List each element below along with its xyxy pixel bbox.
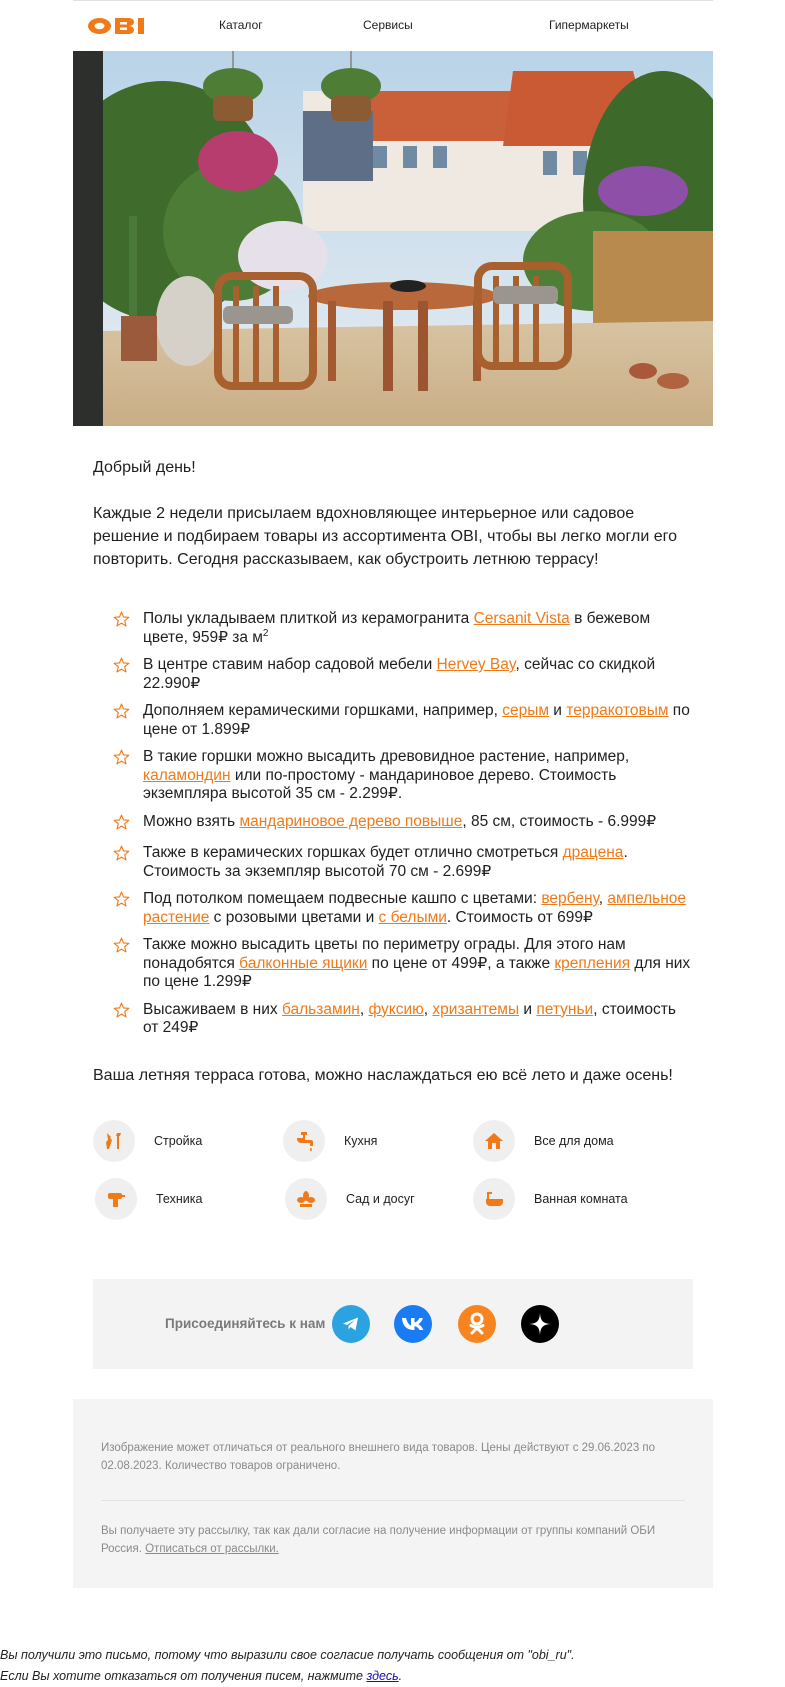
tip-segment: по цене от 1.899₽ [143, 702, 690, 738]
chrysanthemum-link[interactable]: хризантемы [432, 1000, 520, 1018]
tips-list [93, 610, 693, 1038]
tip-segment: , сейчас со скидкой 22.990₽ [143, 656, 656, 692]
tip-text [143, 610, 693, 647]
list-item [93, 748, 693, 804]
email-footer [73, 1399, 713, 1588]
obi-logo[interactable] [87, 17, 159, 40]
balcony-boxes-link[interactable]: балконные ящики [239, 954, 368, 972]
category-label: Техника [156, 1191, 203, 1206]
tip-text [143, 748, 693, 804]
list-item [93, 702, 693, 739]
vk-button[interactable] [394, 1305, 432, 1343]
category-construction[interactable] [93, 1120, 202, 1162]
category-appliances[interactable] [95, 1178, 202, 1220]
terracotta-pot-link[interactable]: терракотовым [566, 702, 669, 719]
tip-segment: . Стоимость за экземпляр высотой 70 см - 2.699₽ [143, 844, 628, 880]
intro-text: Каждые 2 недели присылаем вдохновляющее интерьерное или садовое решение и подбираем товары из ассортимента OBI, чтобы вы легко могли его повторить. Сегодня рассказываем, как обустроить летнюю террасу! [93, 505, 678, 568]
tip-text [143, 1001, 693, 1038]
email-container [73, 0, 713, 1588]
plant-icon [285, 1178, 327, 1220]
footer-divider [101, 1500, 685, 1501]
list-item [93, 610, 693, 647]
hero-terrace-image[interactable] [73, 51, 713, 426]
category-label: Ванная комната [534, 1191, 628, 1206]
tip-segment: Также в керамических горшках будет отлично смотреться [143, 844, 563, 861]
faucet-icon [283, 1120, 325, 1162]
verbena-link[interactable]: вербену [541, 890, 599, 907]
service-notice-line1: Вы получили это письмо, потому что выразили свое согласие получать сообщения от "obi_ru". [0, 1648, 575, 1662]
tip-segment: Дополняем керамическими горшками, например, [143, 702, 503, 719]
tools-icon [93, 1120, 135, 1162]
consent-segment: Вы получаете эту рассылку, так как дали согласие на получение информации от группы компаний ОБИ Россия. [101, 1524, 656, 1555]
star-icon [93, 890, 143, 913]
star-icon [93, 610, 143, 633]
star-icon [93, 844, 143, 867]
tall-mandarin-link[interactable]: мандариновое дерево повыше [239, 812, 463, 830]
odnoklassniki-button[interactable] [458, 1305, 496, 1343]
tip-text [143, 702, 693, 739]
tip-segment: . Стоимость от 699₽ [446, 908, 593, 926]
telegram-button[interactable] [332, 1305, 370, 1343]
star-icon [93, 936, 143, 959]
notice-segment: Если Вы хотите отказаться от получения писем, нажмите [0, 1669, 367, 1683]
social-section [93, 1279, 693, 1369]
category-grid [93, 1120, 693, 1255]
square-superscript: 2 [262, 627, 269, 639]
star-icon [93, 656, 143, 679]
white-flowers-link[interactable]: с белыми [378, 908, 447, 926]
tip-text [143, 936, 693, 992]
tip-segment: Полы укладываем плиткой из керамогранита [143, 610, 474, 627]
drill-icon [95, 1178, 137, 1220]
greeting-text: Добрый день! [93, 459, 196, 476]
tip-segment: В такие горшки можно высадить древовидное растение, например, [143, 748, 630, 765]
consent-text [101, 1522, 685, 1558]
dzen-button[interactable] [521, 1305, 559, 1343]
outro-text: Ваша летняя терраса готова, можно наслаждаться ею всё лето и даже осень! [93, 1066, 673, 1084]
hervey-bay-link[interactable]: Hervey Bay [436, 656, 516, 673]
obi-logo-icon [87, 17, 159, 35]
house-icon [473, 1120, 515, 1162]
tip-text [143, 813, 693, 832]
tip-segment: Также можно высадить цветы по периметру ограды. Для этого нам понадобятся [143, 936, 626, 972]
tip-segment: , 85 см, стоимость - 6.999₽ [462, 812, 657, 830]
category-label: Сад и досуг [346, 1191, 415, 1206]
vk-icon [401, 1316, 425, 1332]
notice-segment: . [398, 1669, 403, 1683]
mounts-link[interactable]: крепления [554, 954, 631, 972]
telegram-icon [340, 1313, 362, 1335]
tip-segment: или по-простому - мандариновое дерево. Стоимость экземпляра высотой 35 см - 2.299₽. [143, 766, 617, 802]
dzen-icon [528, 1312, 552, 1336]
list-item [93, 1001, 693, 1038]
nav-hypermarkets-link[interactable]: Гипермаркеты [549, 18, 629, 32]
list-item [93, 813, 693, 836]
tip-segment: для них по цене 1.299₽ [143, 954, 691, 990]
tip-segment: по цене от 499₽, а также [367, 954, 555, 972]
tip-segment: Можно взять [143, 812, 240, 830]
tip-text [143, 844, 693, 881]
tip-text [143, 656, 693, 693]
nav-catalog-link[interactable]: Каталог [219, 18, 263, 32]
star-icon [93, 748, 143, 771]
disclaimer-text: Изображение может отличаться от реального внешнего вида товаров. Цены действуют с 29.06.2023 по 02.08.2023. Количество товаров ограничено. [101, 1441, 656, 1472]
here-link[interactable]: здесь [366, 1669, 399, 1683]
category-home[interactable] [473, 1120, 614, 1162]
ampel-plant-link[interactable]: ампельное растение [143, 890, 687, 926]
category-garden[interactable] [285, 1178, 415, 1220]
tip-segment: , [598, 890, 608, 907]
category-kitchen[interactable] [283, 1120, 377, 1162]
list-item [93, 936, 693, 992]
email-header [73, 1, 713, 51]
unsubscribe-link[interactable]: Отписаться от рассылки. [145, 1542, 279, 1555]
petunia-link[interactable]: петуньи [536, 1000, 594, 1018]
tip-segment: Под потолком помещаем подвесные кашпо с цветами: [143, 890, 542, 907]
social-title: Присоединяйтесь к нам [165, 1315, 326, 1331]
email-content [73, 457, 713, 1369]
dracaena-link[interactable]: драцена [562, 844, 624, 861]
balsam-link[interactable]: бальзамин [281, 1000, 360, 1018]
star-icon [93, 813, 143, 836]
tip-segment: , [359, 1000, 369, 1018]
list-item [93, 844, 693, 881]
bathtub-icon [473, 1178, 515, 1220]
grey-pot-link[interactable]: серым [502, 702, 549, 719]
list-item [93, 656, 693, 693]
fuchsia-link[interactable]: фуксию [368, 1000, 424, 1018]
tip-segment: Высаживаем в них [143, 1000, 282, 1018]
category-bathroom[interactable] [473, 1178, 628, 1220]
category-label: Все для дома [534, 1133, 614, 1148]
category-label: Стройка [154, 1133, 203, 1148]
tip-text [143, 890, 693, 927]
tip-segment: В центре ставим набор садовой мебели [143, 656, 437, 673]
calamondin-link[interactable]: каламондин [143, 766, 231, 784]
nav-services-link[interactable]: Сервисы [363, 18, 413, 32]
tip-segment: и [519, 1000, 537, 1018]
star-icon [93, 1001, 143, 1024]
list-item [93, 890, 693, 927]
tip-segment: , стоимость от 249₽ [143, 1000, 676, 1036]
star-icon [93, 702, 143, 725]
service-notice [0, 1645, 575, 1687]
cersanit-vista-link[interactable]: Cersanit Vista [473, 610, 570, 627]
odnoklassniki-icon [468, 1312, 486, 1336]
service-notice-line2 [0, 1666, 575, 1687]
tip-segment: , [423, 1000, 433, 1018]
tip-segment: с розовыми цветами и [209, 908, 379, 926]
category-label: Кухня [344, 1133, 378, 1148]
tip-segment: и [549, 702, 567, 719]
tip-segment: в бежевом цвете, 959₽ за м [143, 610, 651, 646]
